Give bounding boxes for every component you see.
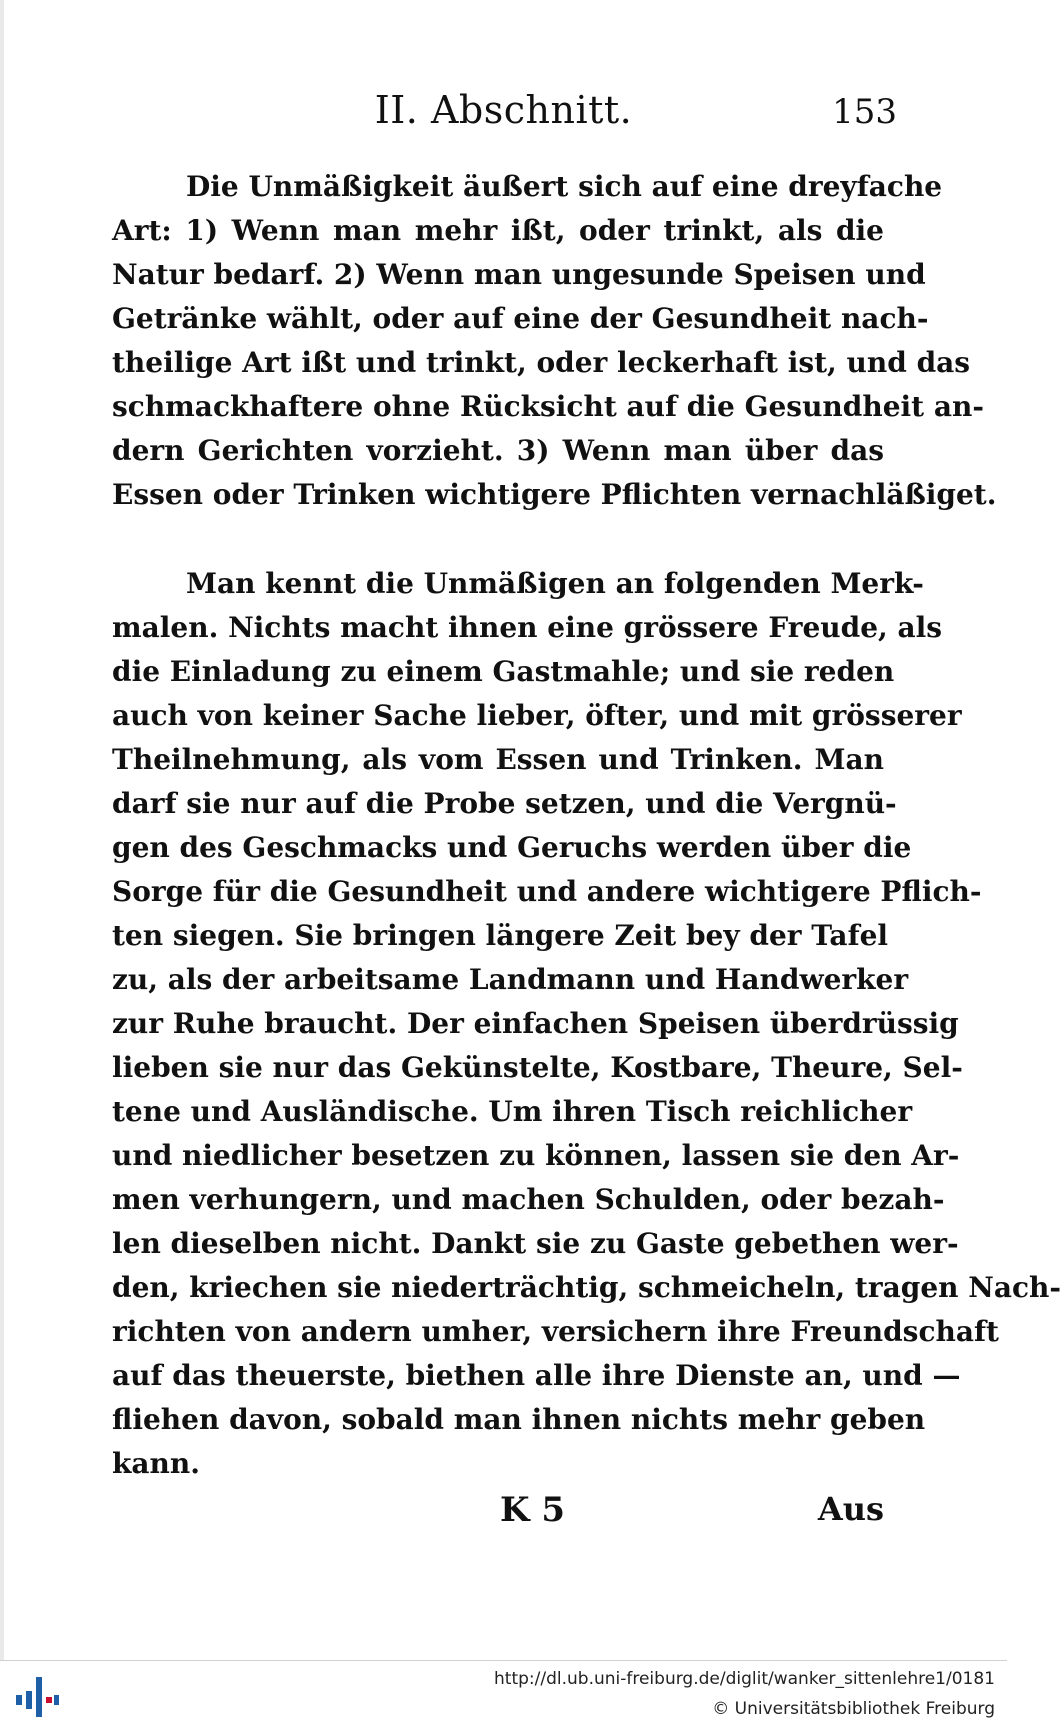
text-line: die Einladung zu einem Gastmahle; und sie reden <box>112 655 895 688</box>
text-line: men verhungern, und machen Schulden, oder bezah- <box>112 1183 945 1216</box>
university-library-logo-icon[interactable] <box>14 1673 60 1719</box>
text-line: gen des Geschmacks und Geruchs werden über die <box>112 831 912 864</box>
page-footer <box>112 1490 884 1544</box>
paragraph-2 <box>112 562 1061 1486</box>
text-line: lieben sie nur das Gekünstelte, Kostbare, Theure, Sel- <box>112 1051 963 1084</box>
text-line: und niedlicher besetzen zu können, lassen sie den Ar- <box>112 1139 960 1172</box>
text-line: Essen oder Trinken wichtigere Pflichten vernachläßiget. <box>112 478 997 511</box>
paragraph-1 <box>112 165 997 517</box>
chapter-heading: II. Abschnitt. <box>374 88 633 132</box>
text-line: auch von keiner Sache lieber, öfter, und mit grösserer <box>112 699 962 732</box>
text-line: kann. <box>112 1447 201 1480</box>
catchword: Aus <box>817 1490 884 1528</box>
text-line: theilige Art ißt und trinkt, oder leckerhaft ist, und das <box>112 346 971 379</box>
text-line: auf das theuerste, biethen alle ihre Dienste an, und — <box>112 1359 961 1392</box>
library-info-bar <box>0 1660 1007 1731</box>
text-line: Getränke wählt, oder auf eine der Gesundheit nach- <box>112 302 929 335</box>
text-line: Die Unmäßigkeit äußert sich auf eine dreyfache <box>186 170 943 203</box>
text-line: Art: 1) Wenn man mehr ißt, oder trinkt, als die <box>112 214 884 247</box>
text-line: dern Gerichten vorzieht. 3) Wenn man über das <box>112 434 884 467</box>
page-number: 153 <box>832 92 897 132</box>
text-line: den, kriechen sie niederträchtig, schmeicheln, tragen Nach- <box>112 1271 1061 1304</box>
running-head <box>110 88 897 138</box>
text-line: zur Ruhe braucht. Der einfachen Speisen überdrüssig <box>112 1007 959 1040</box>
text-line: ten siegen. Sie bringen längere Zeit bey der Tafel <box>112 919 889 952</box>
text-line: Theilnehmung, als vom Essen und Trinken. Man <box>112 743 884 776</box>
text-line: darf sie nur auf die Probe setzen, und die Vergnü- <box>112 787 897 820</box>
signature-mark: K 5 <box>500 1490 566 1530</box>
text-line: Sorge für die Gesundheit und andere wichtigere Pflich- <box>112 875 982 908</box>
text-line: richten von andern umher, versichern ihre Freundschaft <box>112 1315 999 1348</box>
copyright-text: © Universitätsbibliothek Freiburg <box>712 1699 995 1719</box>
text-line: schmackhaftere ohne Rücksicht auf die Gesundheit an- <box>112 390 984 423</box>
text-line: malen. Nichts macht ihnen eine grössere Freude, als <box>112 611 943 644</box>
text-line: Natur bedarf. 2) Wenn man ungesunde Speisen und <box>112 258 926 291</box>
text-line: len dieselben nicht. Dankt sie zu Gaste gebethen wer- <box>112 1227 959 1260</box>
text-line: fliehen davon, sobald man ihnen nichts mehr geben <box>112 1403 926 1436</box>
text-line: Man kennt die Unmäßigen an folgenden Merk- <box>186 567 924 600</box>
text-line: zu, als der arbeitsame Landmann und Handwerker <box>112 963 909 996</box>
text-line: tene und Ausländische. Um ihren Tisch reichlicher <box>112 1095 913 1128</box>
source-url-link[interactable]: http://dl.ub.uni-freiburg.de/diglit/wanker_sittenlehre1/0181 <box>494 1669 995 1689</box>
